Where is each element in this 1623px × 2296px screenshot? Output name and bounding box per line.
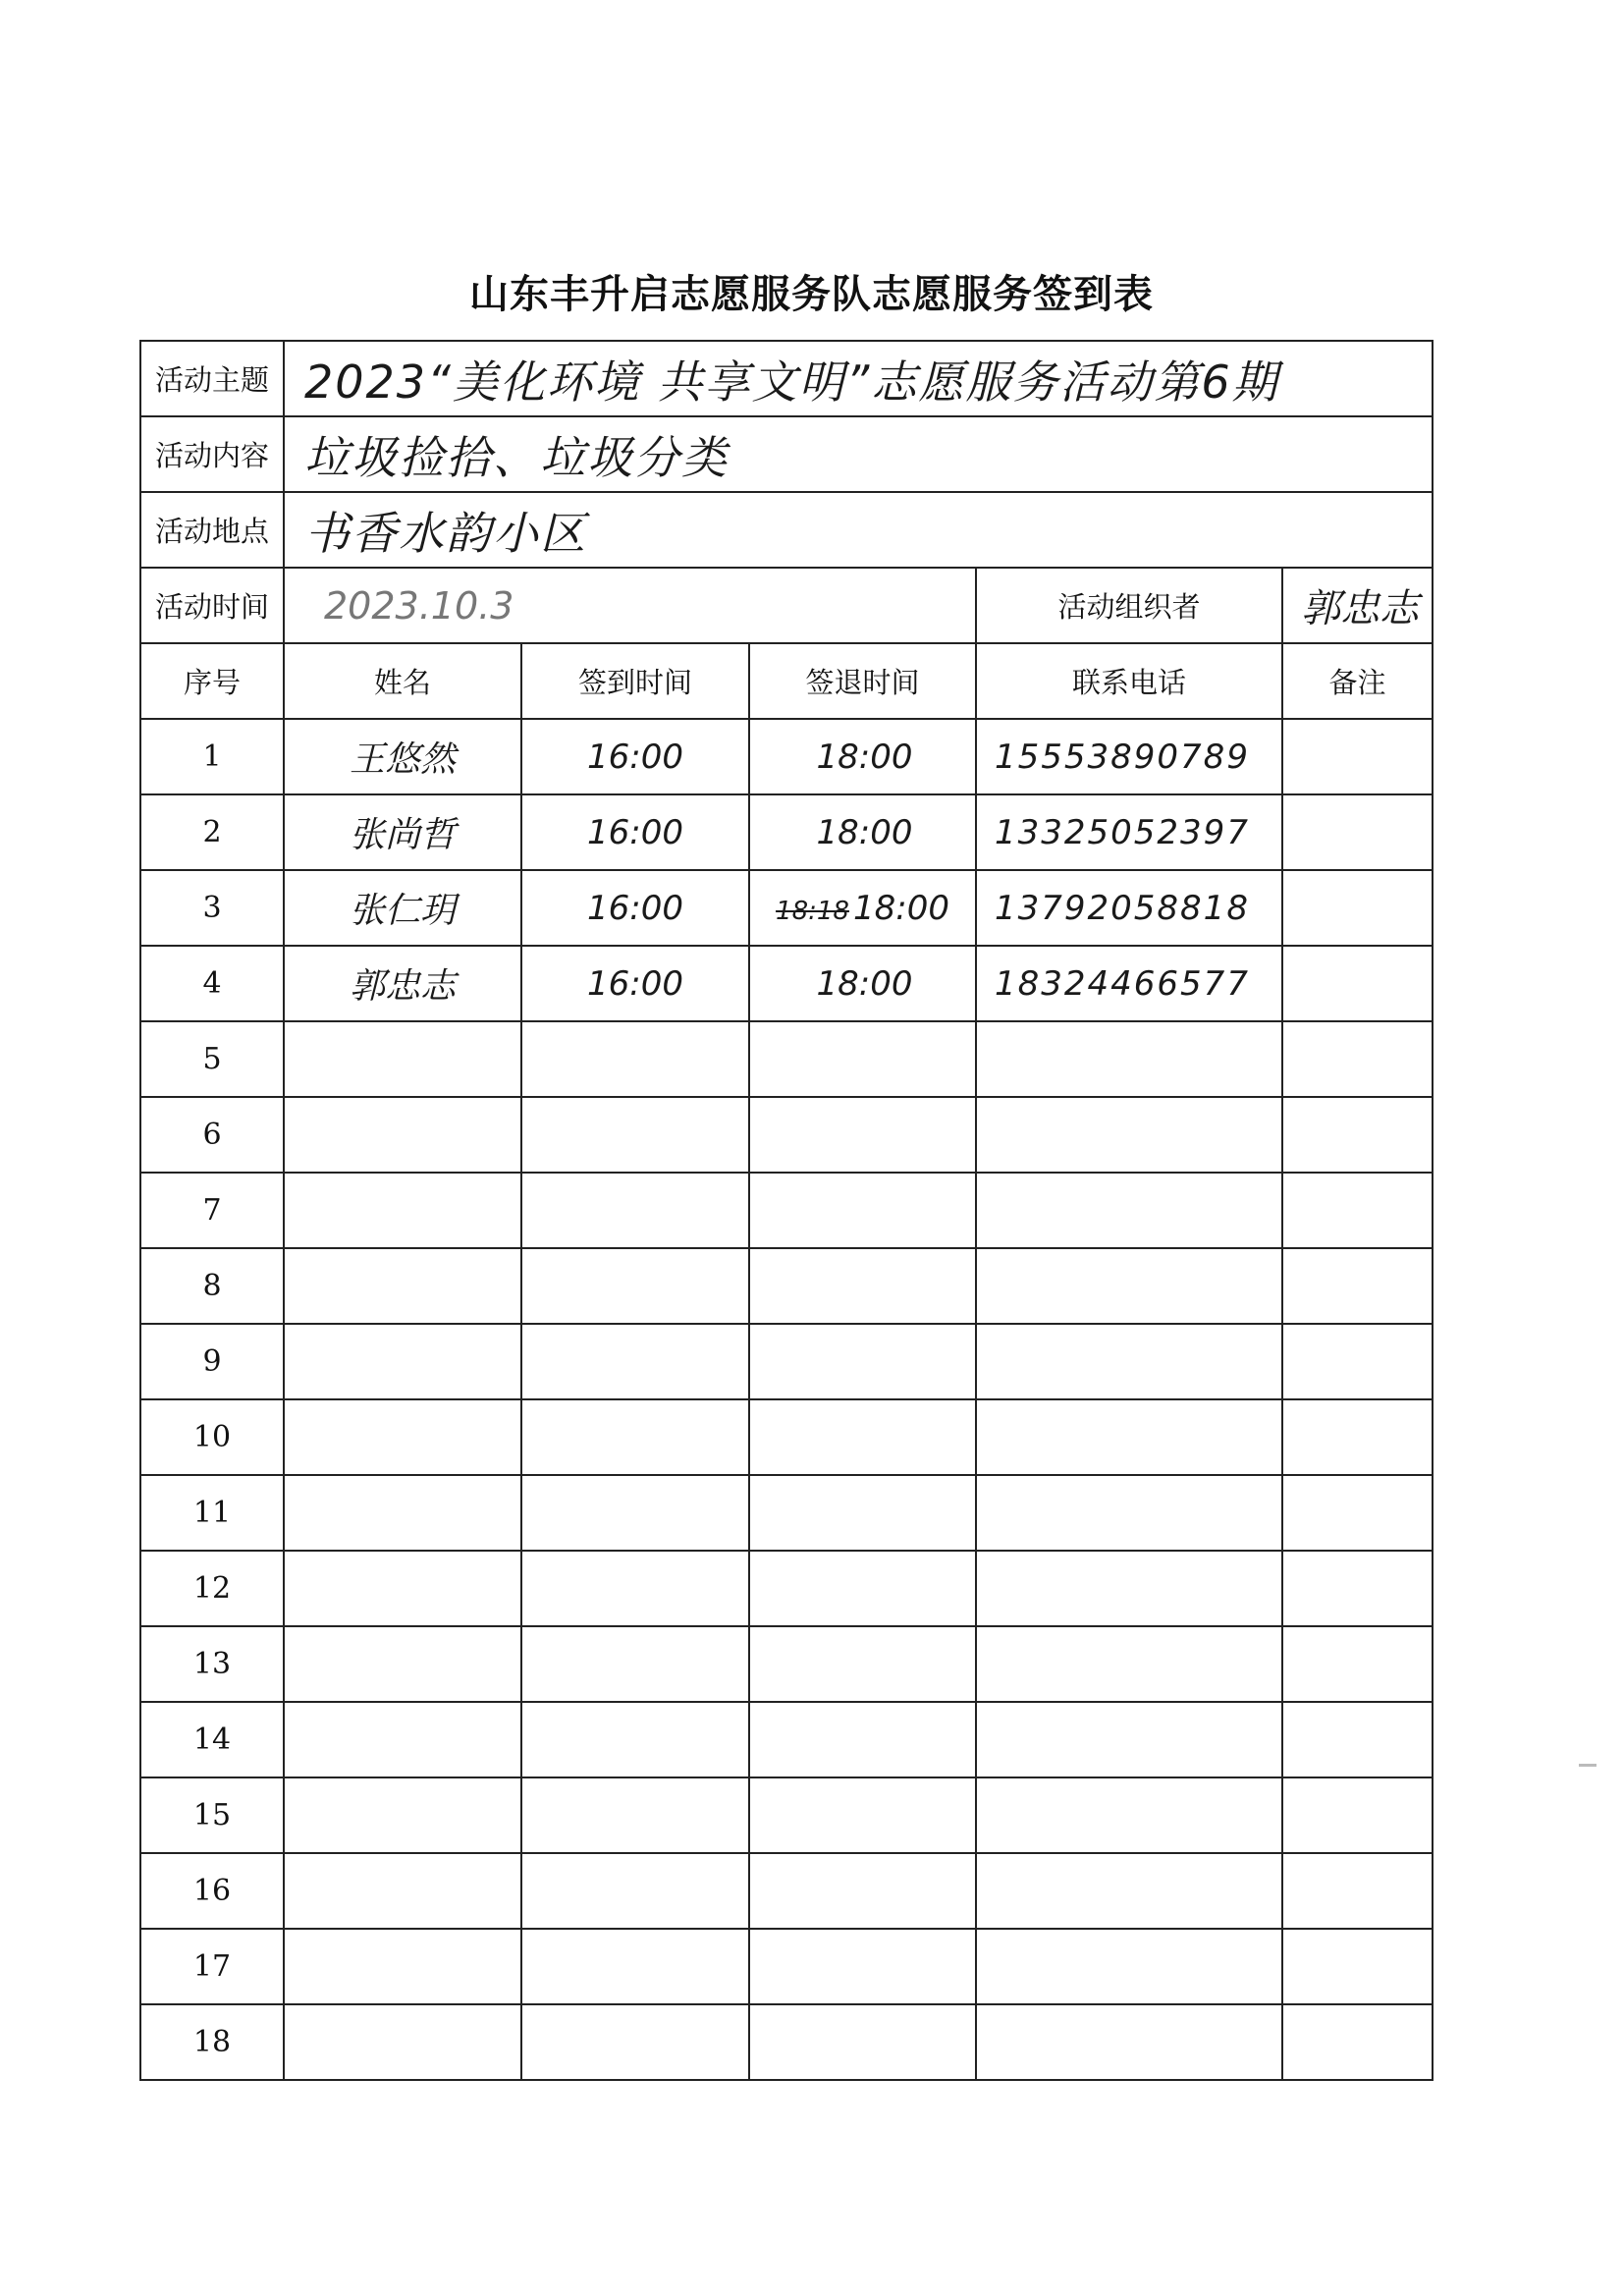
row-name [284, 1248, 521, 1324]
row-name [284, 1777, 521, 1853]
row-note [1282, 1551, 1433, 1626]
row-number: 14 [140, 1702, 284, 1777]
table-row [140, 1475, 1433, 1551]
table-row [140, 870, 1433, 946]
row-number: 6 [140, 1097, 284, 1173]
row-name: 张尚哲 [284, 794, 521, 870]
row-sign-in-time [521, 1626, 749, 1702]
row-name [284, 1475, 521, 1551]
row-phone [976, 1475, 1282, 1551]
row-phone [976, 1929, 1282, 2004]
table-row [140, 1853, 1433, 1929]
row-sign-out-time [749, 946, 976, 1021]
table-row [140, 1248, 1433, 1324]
row-note [1282, 719, 1433, 794]
row-sign-out-time [749, 1853, 976, 1929]
table-row [140, 1021, 1433, 1097]
row-sign-in-time [521, 1475, 749, 1551]
info-row-content [140, 416, 1433, 492]
row-note [1282, 794, 1433, 870]
table-row [140, 1626, 1433, 1702]
row-sign-in-time [521, 1173, 749, 1248]
row-sign-out-time [749, 1702, 976, 1777]
row-name [284, 1929, 521, 2004]
row-sign-out-time [749, 1777, 976, 1853]
info-row-location [140, 492, 1433, 568]
row-phone [976, 1324, 1282, 1399]
row-name [284, 1702, 521, 1777]
row-phone [976, 1173, 1282, 1248]
row-phone [976, 1021, 1282, 1097]
organizer-label: 活动组织者 [976, 568, 1282, 643]
row-note [1282, 1097, 1433, 1173]
time-value: 2023.10.3 [284, 568, 976, 643]
page-title: 山东丰升启志愿服务队志愿服务签到表 [469, 272, 1154, 317]
row-name [284, 1097, 521, 1173]
row-sign-out-time [749, 1626, 976, 1702]
header-note: 备注 [1282, 643, 1433, 719]
table-row [140, 1324, 1433, 1399]
row-note [1282, 1021, 1433, 1097]
row-phone: 15553890789 [976, 719, 1282, 794]
row-phone: 13792058818 [976, 870, 1282, 946]
row-name: 郭忠志 [284, 946, 521, 1021]
location-label: 活动地点 [140, 492, 284, 568]
row-note [1282, 1324, 1433, 1399]
row-number: 12 [140, 1551, 284, 1626]
row-phone [976, 1777, 1282, 1853]
header-no: 序号 [140, 643, 284, 719]
row-number: 7 [140, 1173, 284, 1248]
row-number: 3 [140, 870, 284, 946]
row-note [1282, 1399, 1433, 1475]
row-sign-out-time [749, 719, 976, 794]
header-sign-out-time: 签退时间 [749, 643, 976, 719]
row-name [284, 2004, 521, 2080]
theme-label: 活动主题 [140, 341, 284, 416]
header-phone: 联系电话 [976, 643, 1282, 719]
row-note [1282, 1929, 1433, 2004]
content-label: 活动内容 [140, 416, 284, 492]
row-name: 张仁玥 [284, 870, 521, 946]
row-name [284, 1021, 521, 1097]
row-note [1282, 2004, 1433, 2080]
row-number: 9 [140, 1324, 284, 1399]
table-row [140, 1173, 1433, 1248]
row-number: 2 [140, 794, 284, 870]
row-sign-out-time [749, 870, 976, 946]
row-phone [976, 1702, 1282, 1777]
row-sign-out-time [749, 794, 976, 870]
sign-in-table [139, 340, 1434, 2081]
table-row [140, 2004, 1433, 2080]
row-number: 5 [140, 1021, 284, 1097]
table-row [140, 1399, 1433, 1475]
row-name: 王悠然 [284, 719, 521, 794]
row-name [284, 1324, 521, 1399]
row-name [284, 1399, 521, 1475]
row-sign-in-time [521, 2004, 749, 2080]
row-name [284, 1853, 521, 1929]
row-sign-in-time [521, 1702, 749, 1777]
row-note [1282, 1702, 1433, 1777]
header-sign-in-time: 签到时间 [521, 643, 749, 719]
row-note [1282, 1173, 1433, 1248]
row-phone [976, 1399, 1282, 1475]
row-sign-in-time [521, 1097, 749, 1173]
row-sign-out-time [749, 1475, 976, 1551]
scan-speck [1579, 1764, 1596, 1767]
header-name: 姓名 [284, 643, 521, 719]
row-phone [976, 1853, 1282, 1929]
table-row [140, 1929, 1433, 2004]
row-sign-out-time [749, 1248, 976, 1324]
struck-out-time: 18:18 [776, 896, 849, 926]
row-sign-out-time [749, 1097, 976, 1173]
row-sign-in-time: 16:00 [521, 870, 749, 946]
row-phone [976, 1097, 1282, 1173]
row-sign-in-time [521, 1399, 749, 1475]
row-number: 1 [140, 719, 284, 794]
table-row [140, 1097, 1433, 1173]
row-sign-in-time [521, 1929, 749, 2004]
row-sign-out-time [749, 1173, 976, 1248]
row-number: 11 [140, 1475, 284, 1551]
row-phone [976, 1248, 1282, 1324]
row-sign-in-time: 16:00 [521, 794, 749, 870]
row-name [284, 1551, 521, 1626]
row-sign-out-time [749, 2004, 976, 2080]
row-number: 18 [140, 2004, 284, 2080]
row-note [1282, 870, 1433, 946]
row-note [1282, 1626, 1433, 1702]
row-sign-out-time [749, 1399, 976, 1475]
row-sign-out-time [749, 1021, 976, 1097]
content-value: 垃圾捡拾、垃圾分类 [284, 416, 1433, 492]
row-sign-in-time: 16:00 [521, 719, 749, 794]
row-note [1282, 1248, 1433, 1324]
sign-out-time-value: 18:00 [816, 963, 913, 1004]
row-note [1282, 1475, 1433, 1551]
row-sign-in-time [521, 1777, 749, 1853]
row-number: 15 [140, 1777, 284, 1853]
row-phone [976, 1551, 1282, 1626]
row-sign-in-time [521, 1021, 749, 1097]
info-row-time [140, 568, 1433, 643]
time-label: 活动时间 [140, 568, 284, 643]
row-sign-out-time [749, 1324, 976, 1399]
row-note [1282, 946, 1433, 1021]
row-name [284, 1626, 521, 1702]
row-phone [976, 1626, 1282, 1702]
header-row [140, 643, 1433, 719]
sign-out-time-value: 18:00 [816, 737, 913, 777]
row-name [284, 1173, 521, 1248]
row-sign-out-time [749, 1929, 976, 2004]
row-sign-out-time [749, 1551, 976, 1626]
row-number: 10 [140, 1399, 284, 1475]
row-sign-in-time [521, 1551, 749, 1626]
row-sign-in-time [521, 1324, 749, 1399]
table-row [140, 794, 1433, 870]
row-sign-in-time [521, 1248, 749, 1324]
sign-out-time-value: 18:00 [852, 888, 949, 928]
sign-out-time-value: 18:00 [816, 812, 913, 852]
row-number: 16 [140, 1853, 284, 1929]
info-row-theme [140, 341, 1433, 416]
row-number: 13 [140, 1626, 284, 1702]
row-note [1282, 1853, 1433, 1929]
row-phone [976, 2004, 1282, 2080]
theme-value: 2023“美化环境 共享文明”志愿服务活动第6期 [284, 341, 1433, 416]
row-number: 17 [140, 1929, 284, 2004]
row-sign-in-time [521, 1853, 749, 1929]
row-sign-in-time: 16:00 [521, 946, 749, 1021]
table-row [140, 719, 1433, 794]
table-row [140, 946, 1433, 1021]
row-number: 4 [140, 946, 284, 1021]
row-note [1282, 1777, 1433, 1853]
location-value: 书香水韵小区 [284, 492, 1433, 568]
table-row [140, 1551, 1433, 1626]
row-number: 8 [140, 1248, 284, 1324]
table-row [140, 1777, 1433, 1853]
sign-in-sheet [139, 340, 1432, 2081]
row-phone: 18324466577 [976, 946, 1282, 1021]
row-phone: 13325052397 [976, 794, 1282, 870]
table-row [140, 1702, 1433, 1777]
organizer-value: 郭忠志 [1282, 568, 1433, 643]
